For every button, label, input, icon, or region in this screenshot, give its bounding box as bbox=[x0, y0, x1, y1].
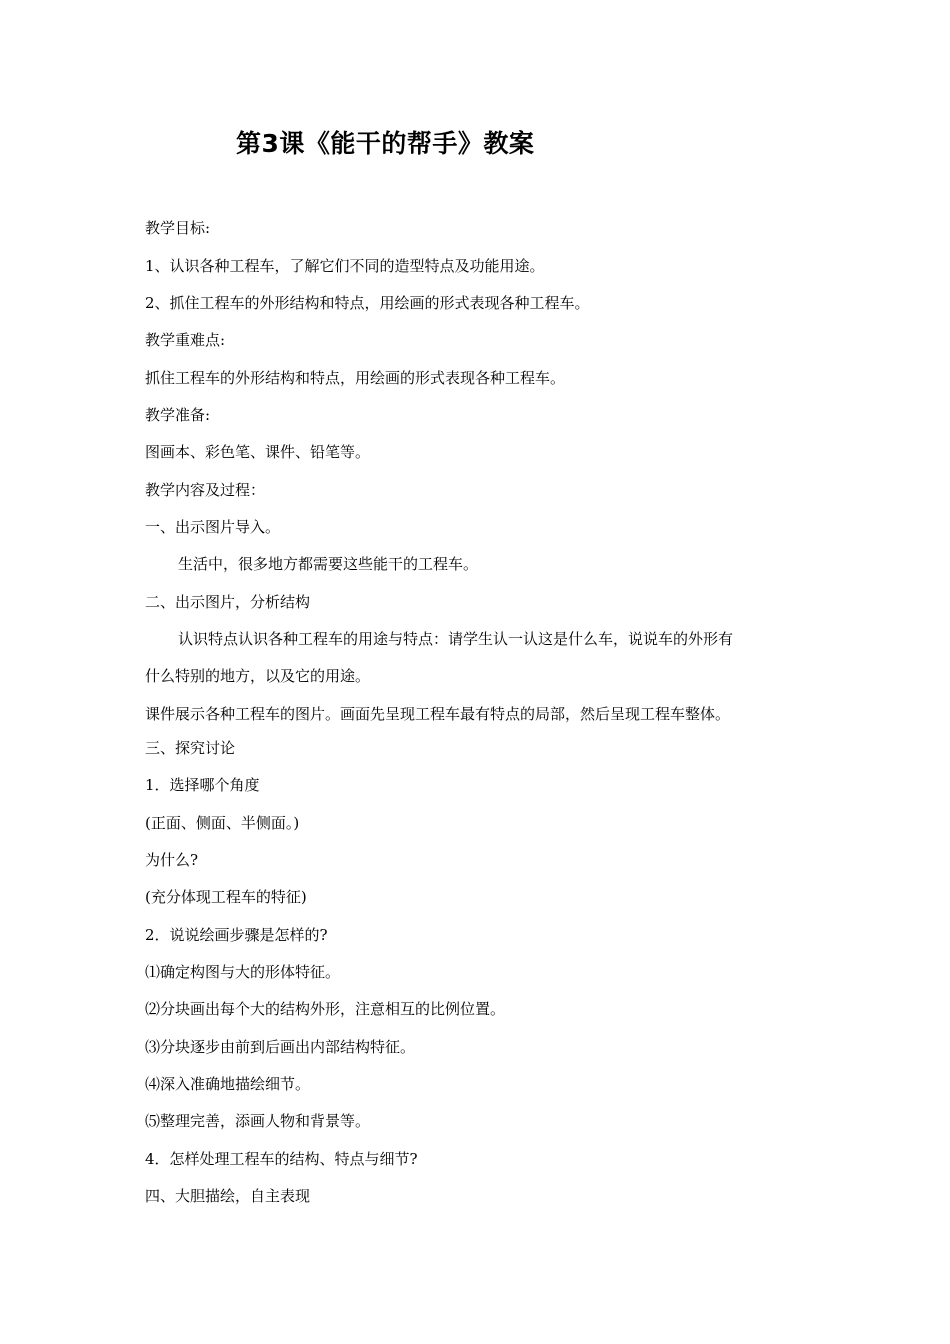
goal-item-1: 1、认识各种工程车，了解它们不同的造型特点及功能用途。 bbox=[145, 257, 545, 275]
goal-item-2: 2、抓住工程车的外形结构和特点，用绘画的形式表现各种工程车。 bbox=[145, 294, 590, 312]
document-title: 第3课《能干的帮手》教案 bbox=[236, 129, 535, 158]
question-2: 2．说说绘画步骤是怎样的? bbox=[145, 926, 328, 944]
step-1-text: 生活中，很多地方都需要这些能干的工程车。 bbox=[178, 555, 479, 573]
question-1: 1．选择哪个角度 bbox=[145, 776, 260, 794]
step-heading-2: 二、出示图片，分析结构 bbox=[145, 593, 311, 611]
section-heading-goals: 教学目标: bbox=[145, 219, 211, 237]
drawing-step-2: ⑵分块画出每个大的结构外形，注意相互的比例位置。 bbox=[145, 1000, 506, 1018]
question-4: 4．怎样处理工程车的结构、特点与细节? bbox=[145, 1150, 418, 1168]
step-2-text-line-2: 什么特别的地方，以及它的用途。 bbox=[145, 667, 371, 685]
step-heading-3: 三、探究讨论 bbox=[145, 739, 236, 757]
drawing-step-3: ⑶分块逐步由前到后画出内部结构特征。 bbox=[145, 1038, 416, 1056]
drawing-step-5: ⑸整理完善，添画人物和背景等。 bbox=[145, 1112, 371, 1130]
question-1-why: 为什么? bbox=[145, 851, 199, 869]
drawing-step-1: ⑴确定构图与大的形体特征。 bbox=[145, 963, 341, 981]
preparation-text: 图画本、彩色笔、课件、铅笔等。 bbox=[145, 443, 371, 461]
step-heading-1: 一、出示图片导入。 bbox=[145, 518, 281, 536]
answer-1: (正面、侧面、半侧面。) bbox=[145, 814, 300, 832]
key-points-text: 抓住工程车的外形结构和特点，用绘画的形式表现各种工程车。 bbox=[145, 369, 566, 387]
section-heading-process: 教学内容及过程： bbox=[145, 481, 266, 499]
step-2-text-line-3: 课件展示各种工程车的图片。画面先呈现工程车最有特点的局部，然后呈现工程车整体。 bbox=[145, 705, 731, 723]
drawing-step-4: ⑷深入准确地描绘细节。 bbox=[145, 1075, 311, 1093]
answer-1-why: (充分体现工程车的特征) bbox=[145, 888, 307, 906]
step-heading-4: 四、大胆描绘，自主表现 bbox=[145, 1187, 311, 1205]
section-heading-preparation: 教学准备: bbox=[145, 406, 211, 424]
step-2-text-line-1: 认识特点认识各种工程车的用途与特点：请学生认一认这是什么车，说说车的外形有 bbox=[178, 630, 734, 648]
section-heading-key-points: 教学重难点: bbox=[145, 331, 226, 349]
